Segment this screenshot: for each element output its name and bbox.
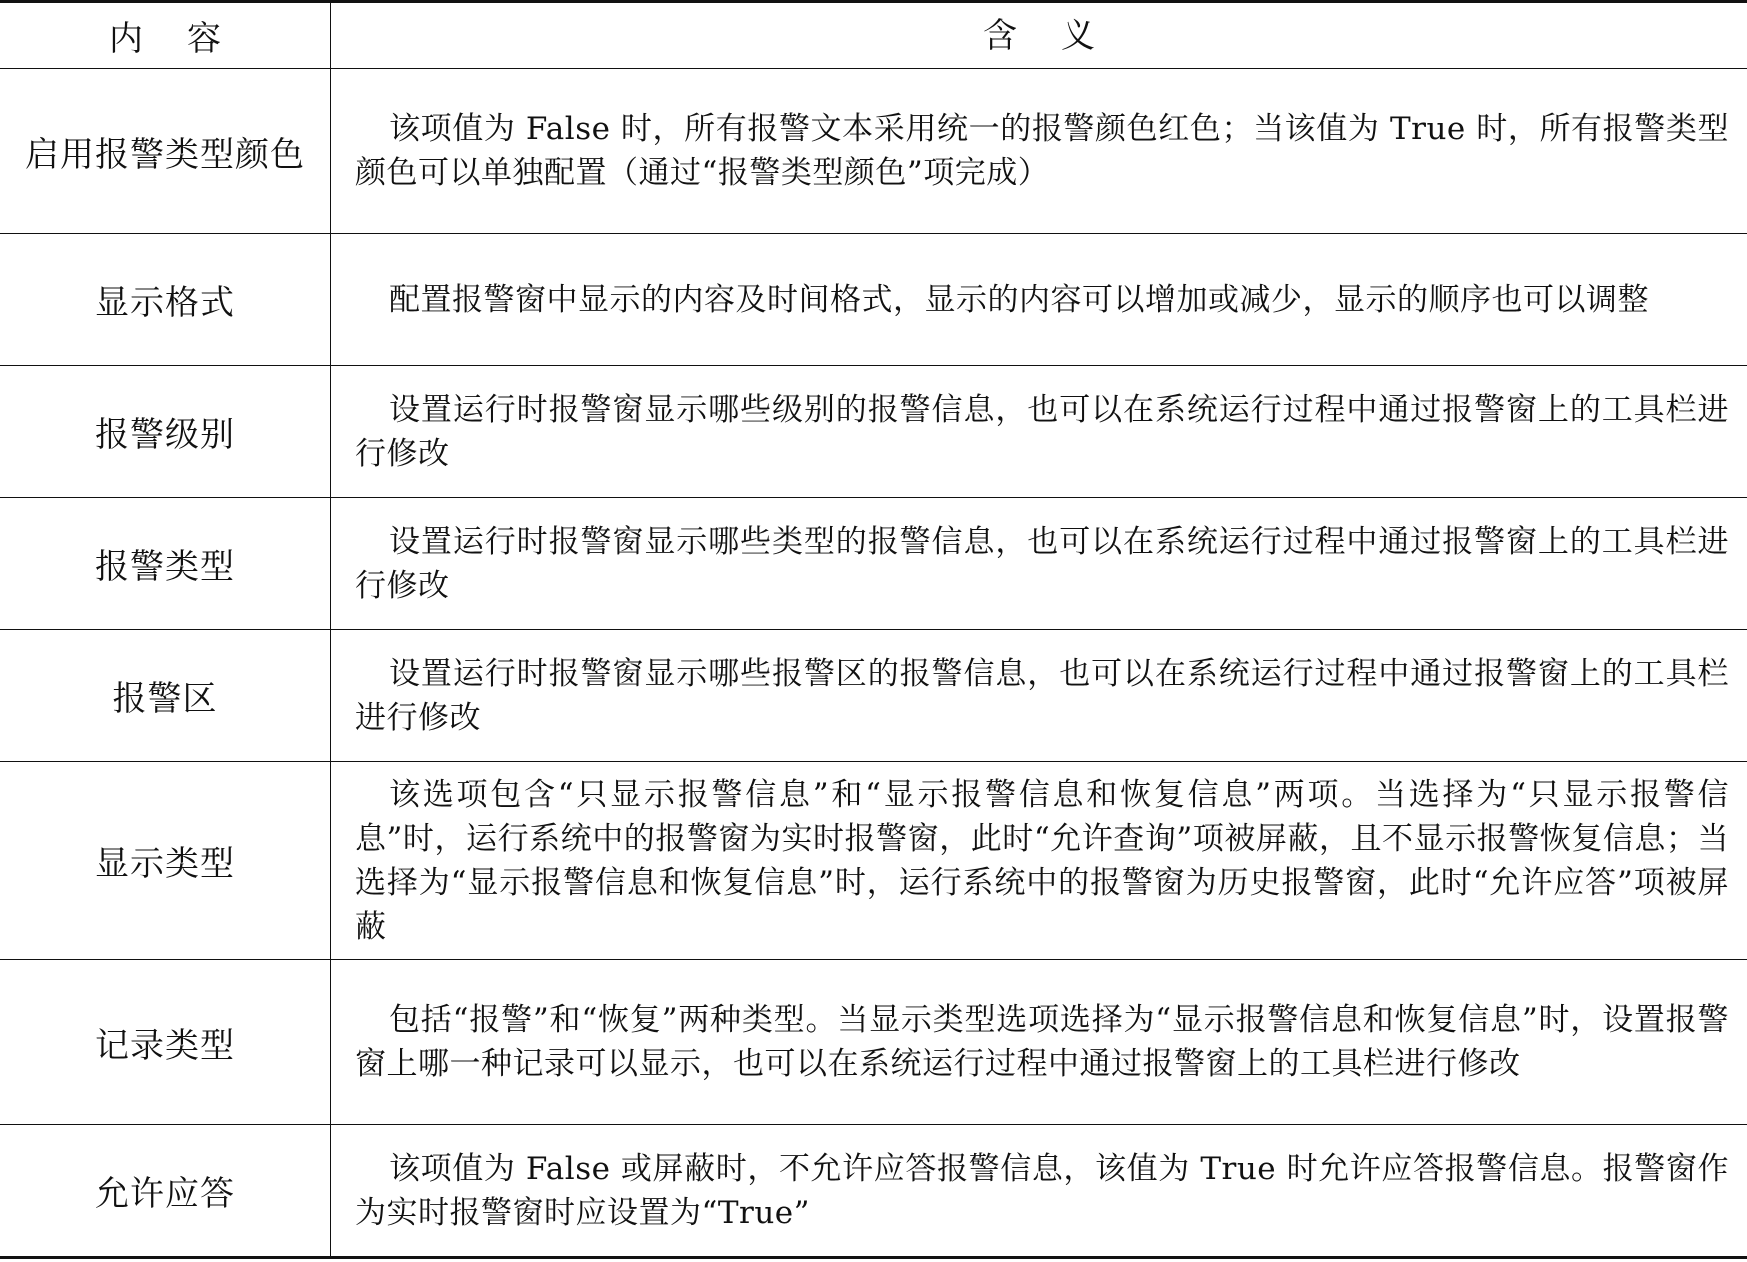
row-value-cell bbox=[331, 366, 1747, 497]
row-value-text: 该项值为 False 或屏蔽时，不允许应答报警信息，该值为 True 时允许应答报警信息。报警窗作为实时报警窗时应设置为“True” bbox=[355, 1150, 1729, 1231]
row-value-cell bbox=[331, 762, 1747, 959]
row-value-text: 该项值为 False 时，所有报警文本采用统一的报警颜色红色；当该值为 True 时，所有报警类型颜色可以单独配置（通过“报警类型颜色”项完成） bbox=[355, 111, 1729, 191]
table-row bbox=[0, 498, 1747, 630]
table-row bbox=[0, 762, 1747, 960]
table-row bbox=[0, 234, 1747, 366]
table-row bbox=[0, 960, 1747, 1125]
row-key-cell: 允许应答 bbox=[0, 1125, 331, 1256]
table-row bbox=[0, 1125, 1747, 1256]
table-row bbox=[0, 630, 1747, 762]
row-key-cell: 显示类型 bbox=[0, 762, 331, 959]
row-key-cell: 报警类型 bbox=[0, 498, 331, 629]
row-key-cell: 启用报警类型颜色 bbox=[0, 69, 331, 233]
table-header-row bbox=[0, 3, 1747, 69]
header-value-cell: 含义 bbox=[983, 15, 1139, 56]
table-row bbox=[0, 69, 1747, 234]
row-value-cell bbox=[331, 1125, 1747, 1256]
row-value-cell bbox=[331, 234, 1747, 365]
row-key-cell: 显示格式 bbox=[0, 234, 331, 365]
row-value-cell bbox=[331, 630, 1747, 761]
row-value-text: 包括“报警”和“恢复”两种类型。当显示类型选项选择为“显示报警信息和恢复信息”时，设置报警窗上哪一种记录可以显示，也可以在系统运行过程中通过报警窗上的工具栏进行修改 bbox=[355, 1002, 1729, 1082]
row-value-text: 配置报警窗中显示的内容及时间格式，显示的内容可以增加或减少，显示的顺序也可以调整 bbox=[389, 281, 1649, 318]
row-value-text: 设置运行时报警窗显示哪些级别的报警信息，也可以在系统运行过程中通过报警窗上的工具栏进行修改 bbox=[355, 391, 1729, 472]
table-row bbox=[0, 366, 1747, 498]
row-key-cell: 报警区 bbox=[0, 630, 331, 761]
row-value-text: 该选项包含“只显示报警信息”和“显示报警信息和恢复信息”两项。当选择为“只显示报警信息”时，运行系统中的报警窗为实时报警窗，此时“允许查询”项被屏蔽，且不显示报警恢复信息；当选择为“显示报警信息和恢复信息”时，运行系统中的报警窗为历史报警窗，此时“允许应答”项被屏蔽 bbox=[355, 776, 1729, 945]
row-value-text: 设置运行时报警窗显示哪些报警区的报警信息，也可以在系统运行过程中通过报警窗上的工具栏进行修改 bbox=[355, 655, 1729, 736]
row-value-cell bbox=[331, 498, 1747, 629]
row-value-text: 设置运行时报警窗显示哪些类型的报警信息，也可以在系统运行过程中通过报警窗上的工具栏进行修改 bbox=[355, 523, 1729, 604]
row-value-cell bbox=[331, 69, 1747, 233]
row-key-cell: 记录类型 bbox=[0, 960, 331, 1124]
row-key-cell: 报警级别 bbox=[0, 366, 331, 497]
row-value-cell bbox=[331, 960, 1747, 1124]
header-key-cell: 内容 bbox=[0, 3, 331, 68]
